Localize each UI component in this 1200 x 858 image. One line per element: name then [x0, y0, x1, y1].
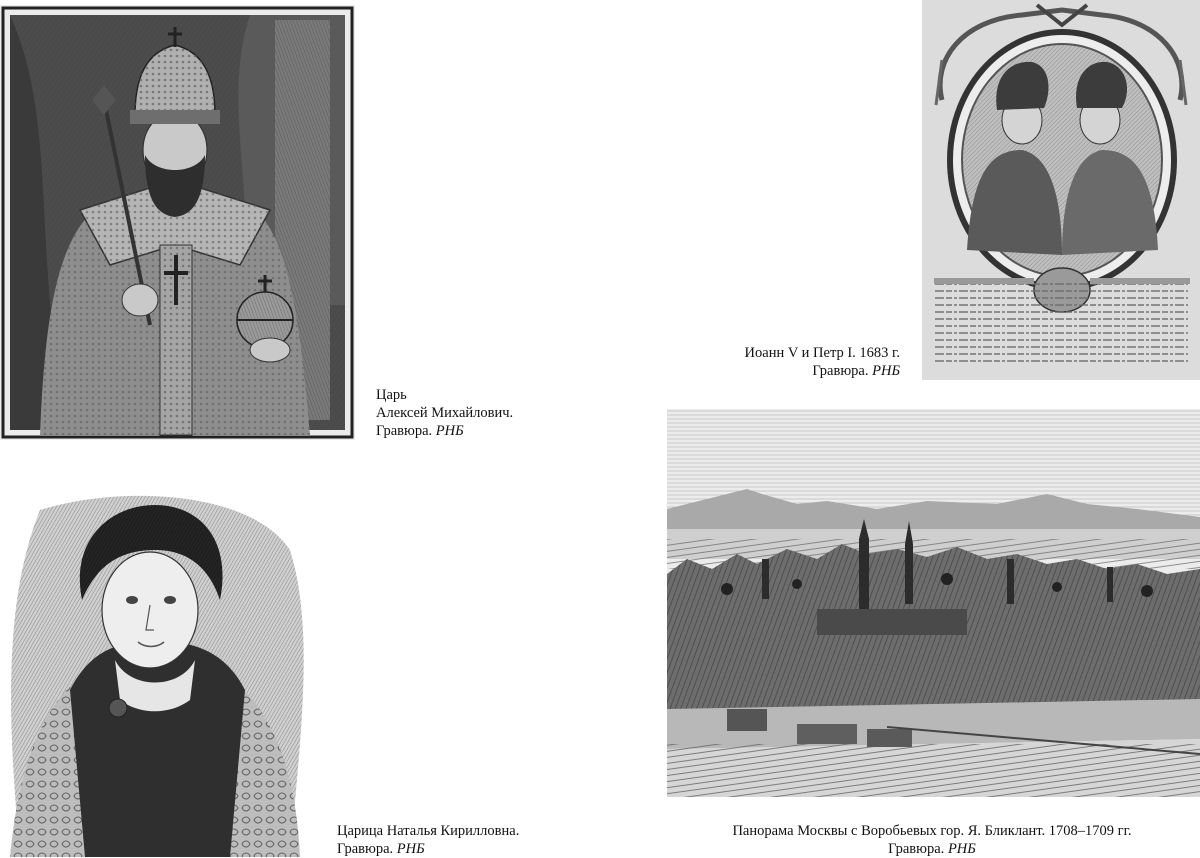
- tsar-caption-line2: Алексей Михайлович.: [376, 405, 514, 421]
- tsar-caption-line1: Царь: [376, 387, 407, 403]
- tsar-portrait-image: [0, 5, 355, 440]
- ivan-peter-engraving: [922, 0, 1200, 380]
- panorama-caption: [702, 822, 1162, 858]
- tsaritsa-caption: [337, 822, 519, 858]
- tsar-caption: [376, 386, 513, 440]
- tsaritsa-portrait-image: [0, 490, 313, 857]
- ivan-peter-caption-line1: Иоанн V и Петр I. 1683 г.: [744, 345, 900, 361]
- tsaritsa-caption-source: РНБ: [396, 841, 425, 857]
- panorama-caption-source: РНБ: [947, 841, 976, 857]
- tsar-engraving: [0, 5, 355, 440]
- ivan-peter-caption: [700, 344, 900, 380]
- tsar-caption-source: РНБ: [435, 423, 464, 439]
- panorama-image: [667, 409, 1200, 797]
- tsar-caption-medium: Гравюра.: [376, 423, 433, 439]
- tsaritsa-caption-line1: Царица Наталья Кирилловна.: [337, 823, 520, 839]
- tsaritsa-caption-medium: Гравюра.: [337, 841, 394, 857]
- panorama-caption-line1: Панорама Москвы с Воробьевых гор. Я. Бликлант. 1708–1709 гг.: [732, 823, 1132, 839]
- panorama-caption-medium: Гравюра.: [888, 841, 945, 857]
- tsaritsa-engraving: [0, 490, 313, 857]
- ivan-peter-caption-source: РНБ: [872, 363, 900, 379]
- panorama-engraving: [667, 409, 1200, 797]
- ivan-peter-caption-medium: Гравюра.: [812, 363, 869, 379]
- ivan-peter-portrait-image: [922, 0, 1200, 380]
